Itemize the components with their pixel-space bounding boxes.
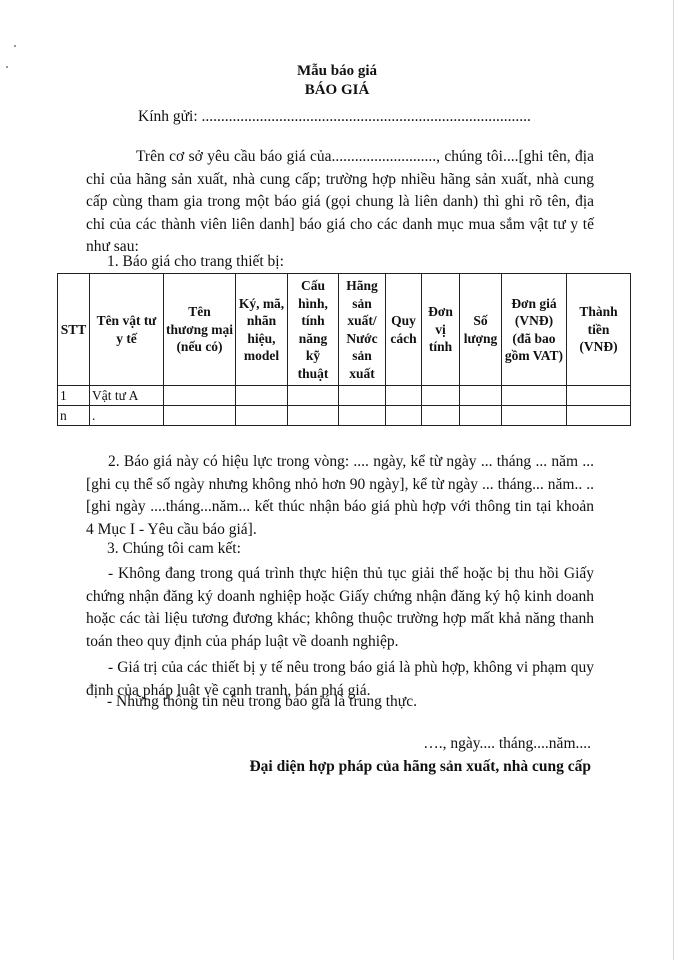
document-title: BÁO GIÁ: [304, 82, 370, 98]
table-cell: [164, 406, 236, 426]
col-header-model: Ký, mã, nhãn hiệu, model: [236, 274, 288, 386]
table-cell: [386, 406, 422, 426]
table-cell: [460, 406, 502, 426]
col-header-unit: Đơn vị tính: [422, 274, 460, 386]
col-header-item-name: Tên vật tư y tế: [90, 274, 164, 386]
table-row: [58, 386, 631, 406]
commitment-item-1: - Không đang trong quá trình thực hiện thủ tục giải thể hoặc bị thu hồi Giấy chứng nhận đăng ký doanh nghiệp hoặc Giấy chứng nhận đăng ký hộ kinh doanh hoặc các tài liệu tương đương khác; không thuộc trường hợp mất khả năng thanh toán theo quy định của pháp luật về doanh nghiệp.: [86, 565, 594, 650]
col-header-stt: STT: [58, 274, 90, 386]
table-cell: [422, 406, 460, 426]
table-cell: [339, 386, 386, 406]
table-cell: [567, 386, 631, 406]
table-cell: 1: [58, 386, 90, 406]
col-header-manufacturer: Hãng sản xuất/ Nước sản xuất: [339, 274, 386, 386]
scan-speck: [14, 45, 16, 47]
validity-paragraph: 2. Báo giá này có hiệu lực trong vòng: .... ngày, kể từ ngày ... tháng ... năm ... [ghi cụ thể số ngày nhưng không nhỏ hơn 90 ngày], kể từ ngày ... tháng... năm.. ..[ghi ngày ....tháng...năm... kết thúc nhận báo giá phù hợp với thông tin tại khoản 4 Mục I - Yêu cầu báo giá].: [86, 453, 594, 538]
table-cell: Vật tư A: [90, 386, 164, 406]
table-cell: [502, 386, 567, 406]
quotation-table: [57, 273, 631, 426]
table-cell: [236, 386, 288, 406]
table-cell: n: [58, 406, 90, 426]
table-header-row: [58, 274, 631, 386]
form-label: Mẫu báo giá: [296, 63, 377, 79]
table-cell: [288, 406, 339, 426]
section-1-heading: 1. Báo giá cho trang thiết bị:: [107, 253, 284, 270]
table-cell: [460, 386, 502, 406]
intro-paragraph: Trên cơ sở yêu cầu báo giá của..........................., chúng tôi....[ghi tên, địa chỉ của hãng sản xuất, nhà cung cấp; trường hợp nhiều hãng sản xuất, nhà cung cấp cùng tham gia trong một báo giá (gọi chung là liên danh) thì ghi rõ tên, địa chỉ của các thành viên liên danh] báo giá cho các danh mục mua sắm vật tư y tế như sau:: [86, 148, 594, 255]
table-cell: [386, 386, 422, 406]
table-cell: [288, 386, 339, 406]
table-cell: [164, 386, 236, 406]
recipient-line: Kính gửi: .....................................................................................: [138, 108, 531, 125]
col-header-packing: Quy cách: [386, 274, 422, 386]
commitment-item-3: - Những thông tin nêu trong báo giá là trung thực.: [107, 693, 417, 710]
col-header-trade-name: Tên thương mại (nếu có): [164, 274, 236, 386]
section-3-heading: 3. Chúng tôi cam kết:: [107, 540, 241, 557]
signature-title: Đại diện hợp pháp của hãng sản xuất, nhà cung cấp: [249, 758, 591, 775]
col-header-quantity: Số lượng: [460, 274, 502, 386]
col-header-unit-price: Đơn giá (VNĐ) (đã bao gồm VAT): [502, 274, 567, 386]
table-cell: [339, 406, 386, 426]
table-cell: [567, 406, 631, 426]
table-cell: .: [90, 406, 164, 426]
table-cell: [236, 406, 288, 426]
col-header-specs: Cấu hình, tính năng kỹ thuật: [288, 274, 339, 386]
date-line: …., ngày.... tháng....năm....: [423, 735, 591, 752]
col-header-total: Thành tiền (VNĐ): [567, 274, 631, 386]
table-cell: [502, 406, 567, 426]
table-row: [58, 406, 631, 426]
table-cell: [422, 386, 460, 406]
commitment-item-2: - Giá trị của các thiết bị y tế nêu trong báo giá là phù hợp, không vi phạm quy định của pháp luật về cạnh tranh, bán phá giá.: [86, 659, 594, 699]
